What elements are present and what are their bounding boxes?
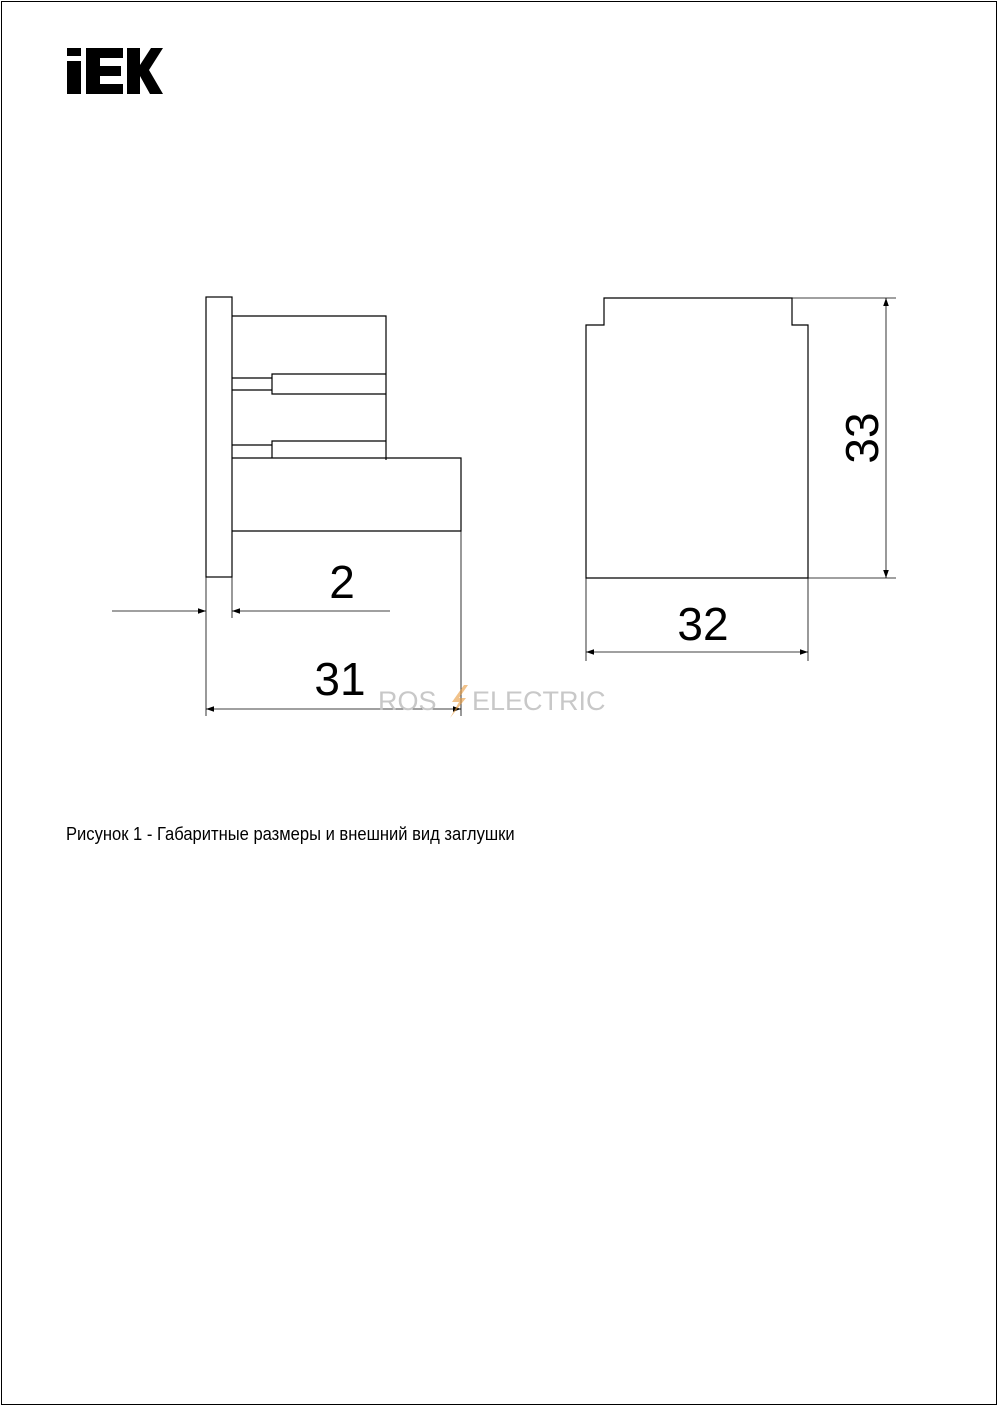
upper-body: [232, 316, 386, 460]
side-view: [206, 297, 461, 577]
dim-label-width: 32: [677, 598, 729, 650]
lower-body: [232, 458, 461, 531]
figure-caption: Рисунок 1 - Габаритные размеры и внешний вид заглушки: [66, 824, 515, 844]
bolt-icon: [450, 685, 468, 718]
dim-label-length: 31: [314, 653, 366, 705]
front-outline: [586, 298, 808, 578]
watermark-right: ELECTRIC: [472, 686, 606, 716]
dim-label-height: 33: [836, 412, 888, 464]
contact-pin-lower: [232, 441, 386, 458]
end-plate: [206, 297, 232, 577]
watermark: [378, 685, 606, 718]
contact-pin-upper: [232, 374, 386, 394]
watermark-left: ROS: [378, 686, 437, 716]
dim-label-plate: 2: [329, 556, 355, 608]
front-view: [586, 298, 808, 578]
